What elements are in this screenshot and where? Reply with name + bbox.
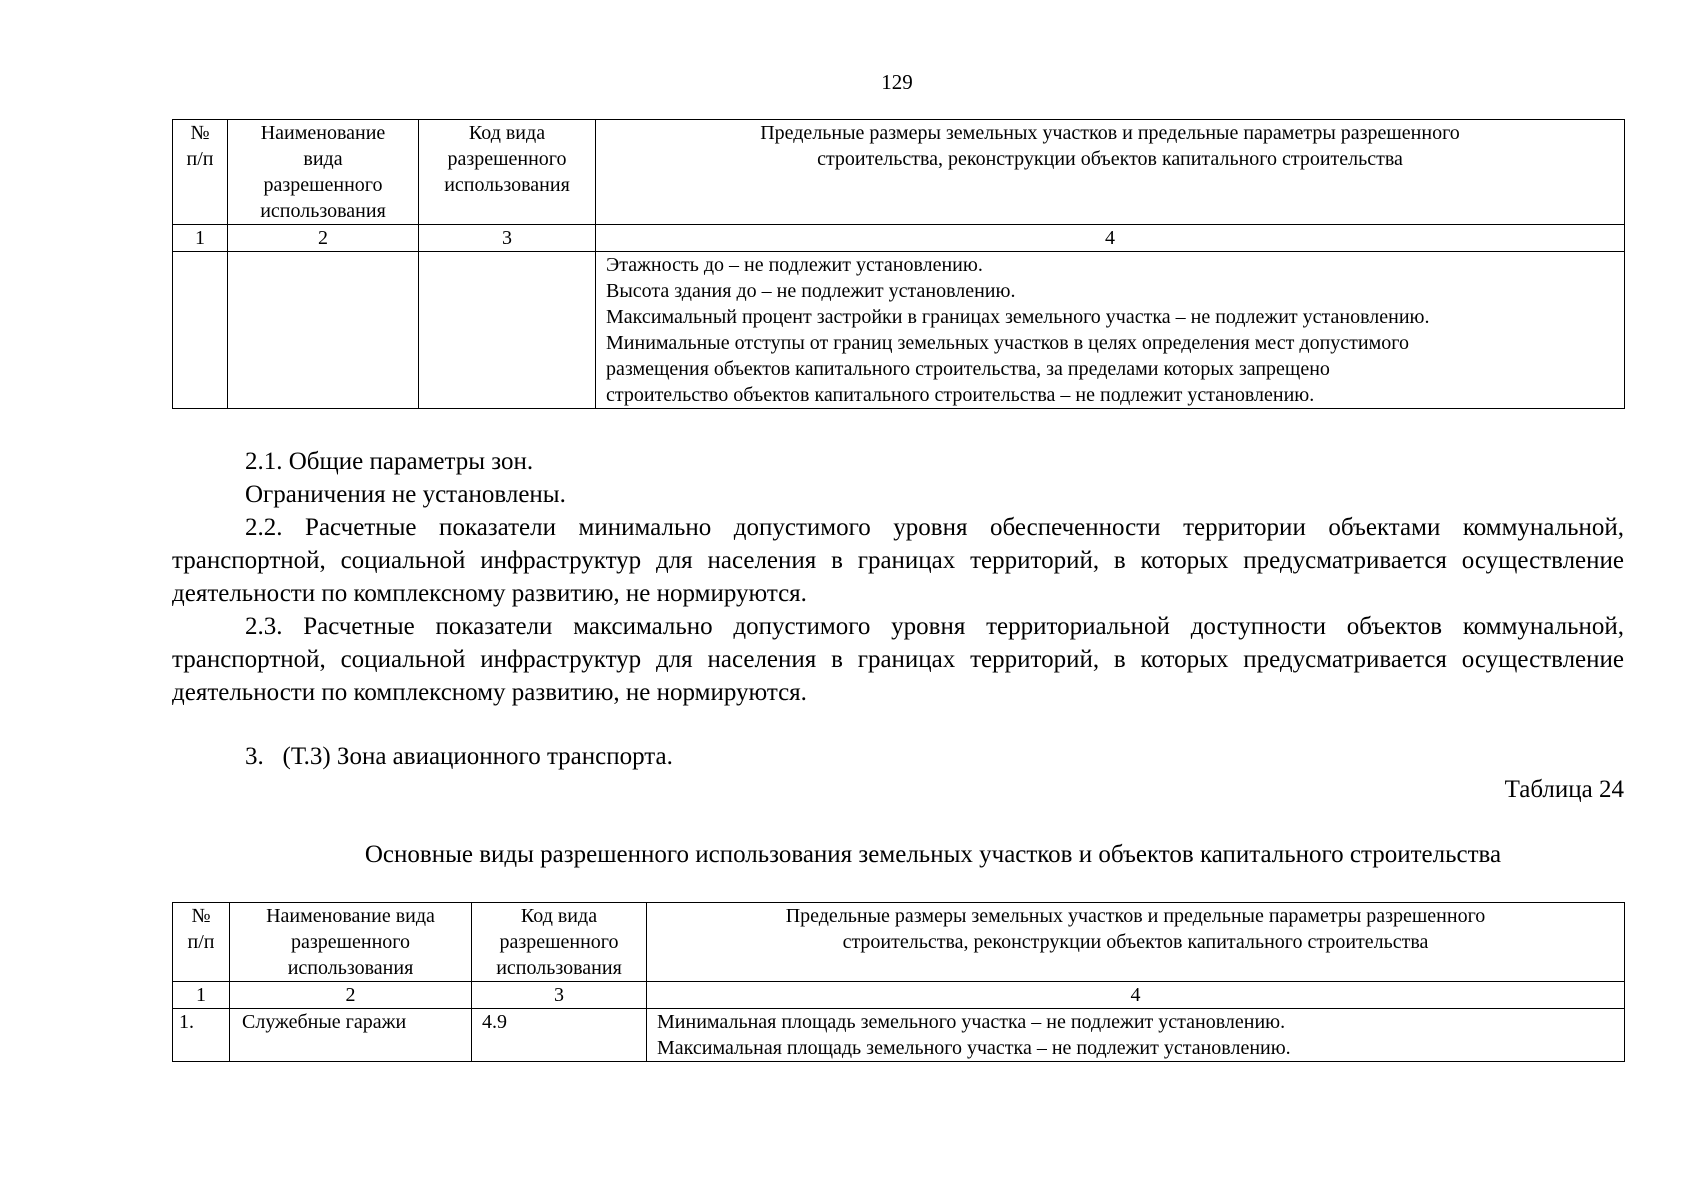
parameter-line: Высота здания до – не подлежит установлению. xyxy=(606,280,1016,302)
column-number: 3 xyxy=(419,225,596,252)
header-cell-number xyxy=(173,903,230,982)
column-number: 4 xyxy=(596,225,1625,252)
row-number-cell xyxy=(173,252,228,409)
header-text: Предельные размеры земельных участков и предельные параметры разрешенного xyxy=(785,905,1486,927)
header-text: разрешенного xyxy=(290,931,411,953)
header-text: Наименование вида xyxy=(266,905,435,927)
parameter-line: Минимальная площадь земельного участка – не подлежит установлению. xyxy=(657,1011,1286,1033)
table-header-row xyxy=(173,120,1625,225)
header-cell-parameters xyxy=(596,120,1625,225)
header-cell-use-code xyxy=(419,120,596,225)
paragraph-2-3: 2.3. Расчетные показатели максимально допустимого уровня территориальной доступности объектов коммунальной, транспортной, социальной инфраструктур для населения в границах территорий, в которых предусматривается осуществление деятельности по комплексному развитию, не нормируются. xyxy=(172,613,1624,706)
row-name-cell: Служебные гаражи xyxy=(230,1009,472,1062)
header-text: п/п xyxy=(187,931,215,953)
column-number-row xyxy=(173,225,1625,252)
row-name-cell xyxy=(228,252,419,409)
column-number: 1 xyxy=(173,982,230,1009)
paragraph-2-1: 2.1. Общие параметры зон. xyxy=(245,448,534,475)
main-uses-table xyxy=(172,902,1625,1062)
column-number: 4 xyxy=(647,982,1625,1009)
header-text: использования xyxy=(444,174,570,196)
header-text: разрешенного xyxy=(263,174,383,196)
table-row xyxy=(173,1009,1625,1062)
header-text: Код вида xyxy=(468,122,546,144)
parameter-line: строительство объектов капитального строительства – не подлежит установлению. xyxy=(606,384,1315,406)
parameter-line: Этажность до – не подлежит установлению. xyxy=(606,254,983,276)
header-text: использования xyxy=(287,957,414,979)
header-text: строительства, реконструкции объектов капитального строительства xyxy=(842,931,1429,953)
row-code-cell: 4.9 xyxy=(472,1009,647,1062)
header-text: строительства, реконструкции объектов капитального строительства xyxy=(817,148,1403,170)
column-number: 2 xyxy=(230,982,472,1009)
header-text: разрешенного xyxy=(499,931,619,953)
header-text: использования xyxy=(260,200,386,222)
column-number: 1 xyxy=(173,225,228,252)
paragraph-restrictions: Ограничения не установлены. xyxy=(245,481,566,508)
column-number: 2 xyxy=(228,225,419,252)
header-cell-use-name xyxy=(228,120,419,225)
header-text: вида xyxy=(303,148,343,170)
column-number: 3 xyxy=(472,982,647,1009)
table-caption: Таблица 24 xyxy=(1504,776,1624,803)
parameters-table-continuation xyxy=(172,119,1625,409)
section-heading: 3. (Т.3) Зона авиационного транспорта. xyxy=(245,743,673,770)
page-number: 129 xyxy=(881,70,913,94)
parameter-line: Минимальные отступы от границ земельных участков в целях определения мест допустимого xyxy=(606,332,1409,354)
header-text: Наименование xyxy=(260,122,386,144)
header-cell-use-code xyxy=(472,903,647,982)
header-cell-parameters xyxy=(647,903,1625,982)
row-parameters-cell xyxy=(596,252,1625,409)
header-cell-number xyxy=(173,120,228,225)
header-cell-use-name xyxy=(230,903,472,982)
body-text xyxy=(172,445,1624,709)
table-header-row xyxy=(173,903,1625,982)
header-text: использования xyxy=(496,957,622,979)
header-text: № xyxy=(191,905,211,927)
header-text: Код вида xyxy=(520,905,598,927)
row-parameters-cell xyxy=(647,1009,1625,1062)
parameter-line: Максимальная площадь земельного участка – не подлежит установлению. xyxy=(657,1037,1291,1059)
table-title: Основные виды разрешенного использования земельных участков и объектов капитального строительства xyxy=(364,841,1502,868)
column-number-row xyxy=(173,982,1625,1009)
row-number-cell: 1. xyxy=(173,1009,230,1062)
header-text: Предельные размеры земельных участков и предельные параметры разрешенного xyxy=(760,122,1460,144)
header-text: разрешенного xyxy=(447,148,567,170)
table-row xyxy=(173,252,1625,409)
row-code-cell xyxy=(419,252,596,409)
parameter-line: Максимальный процент застройки в границах земельного участка – не подлежит установлению. xyxy=(606,306,1430,328)
parameter-line: размещения объектов капитального строительства, за пределами которых запрещено xyxy=(606,358,1330,380)
paragraph-2-2: 2.2. Расчетные показатели минимально допустимого уровня обеспеченности территории объектами коммунальной, транспортной, социальной инфраструктур для населения в границах территорий, в которых предусматривается осуществление деятельности по комплексному развитию, не нормируются. xyxy=(172,514,1624,607)
header-text: п/п xyxy=(186,148,214,170)
header-text: № xyxy=(190,122,210,144)
